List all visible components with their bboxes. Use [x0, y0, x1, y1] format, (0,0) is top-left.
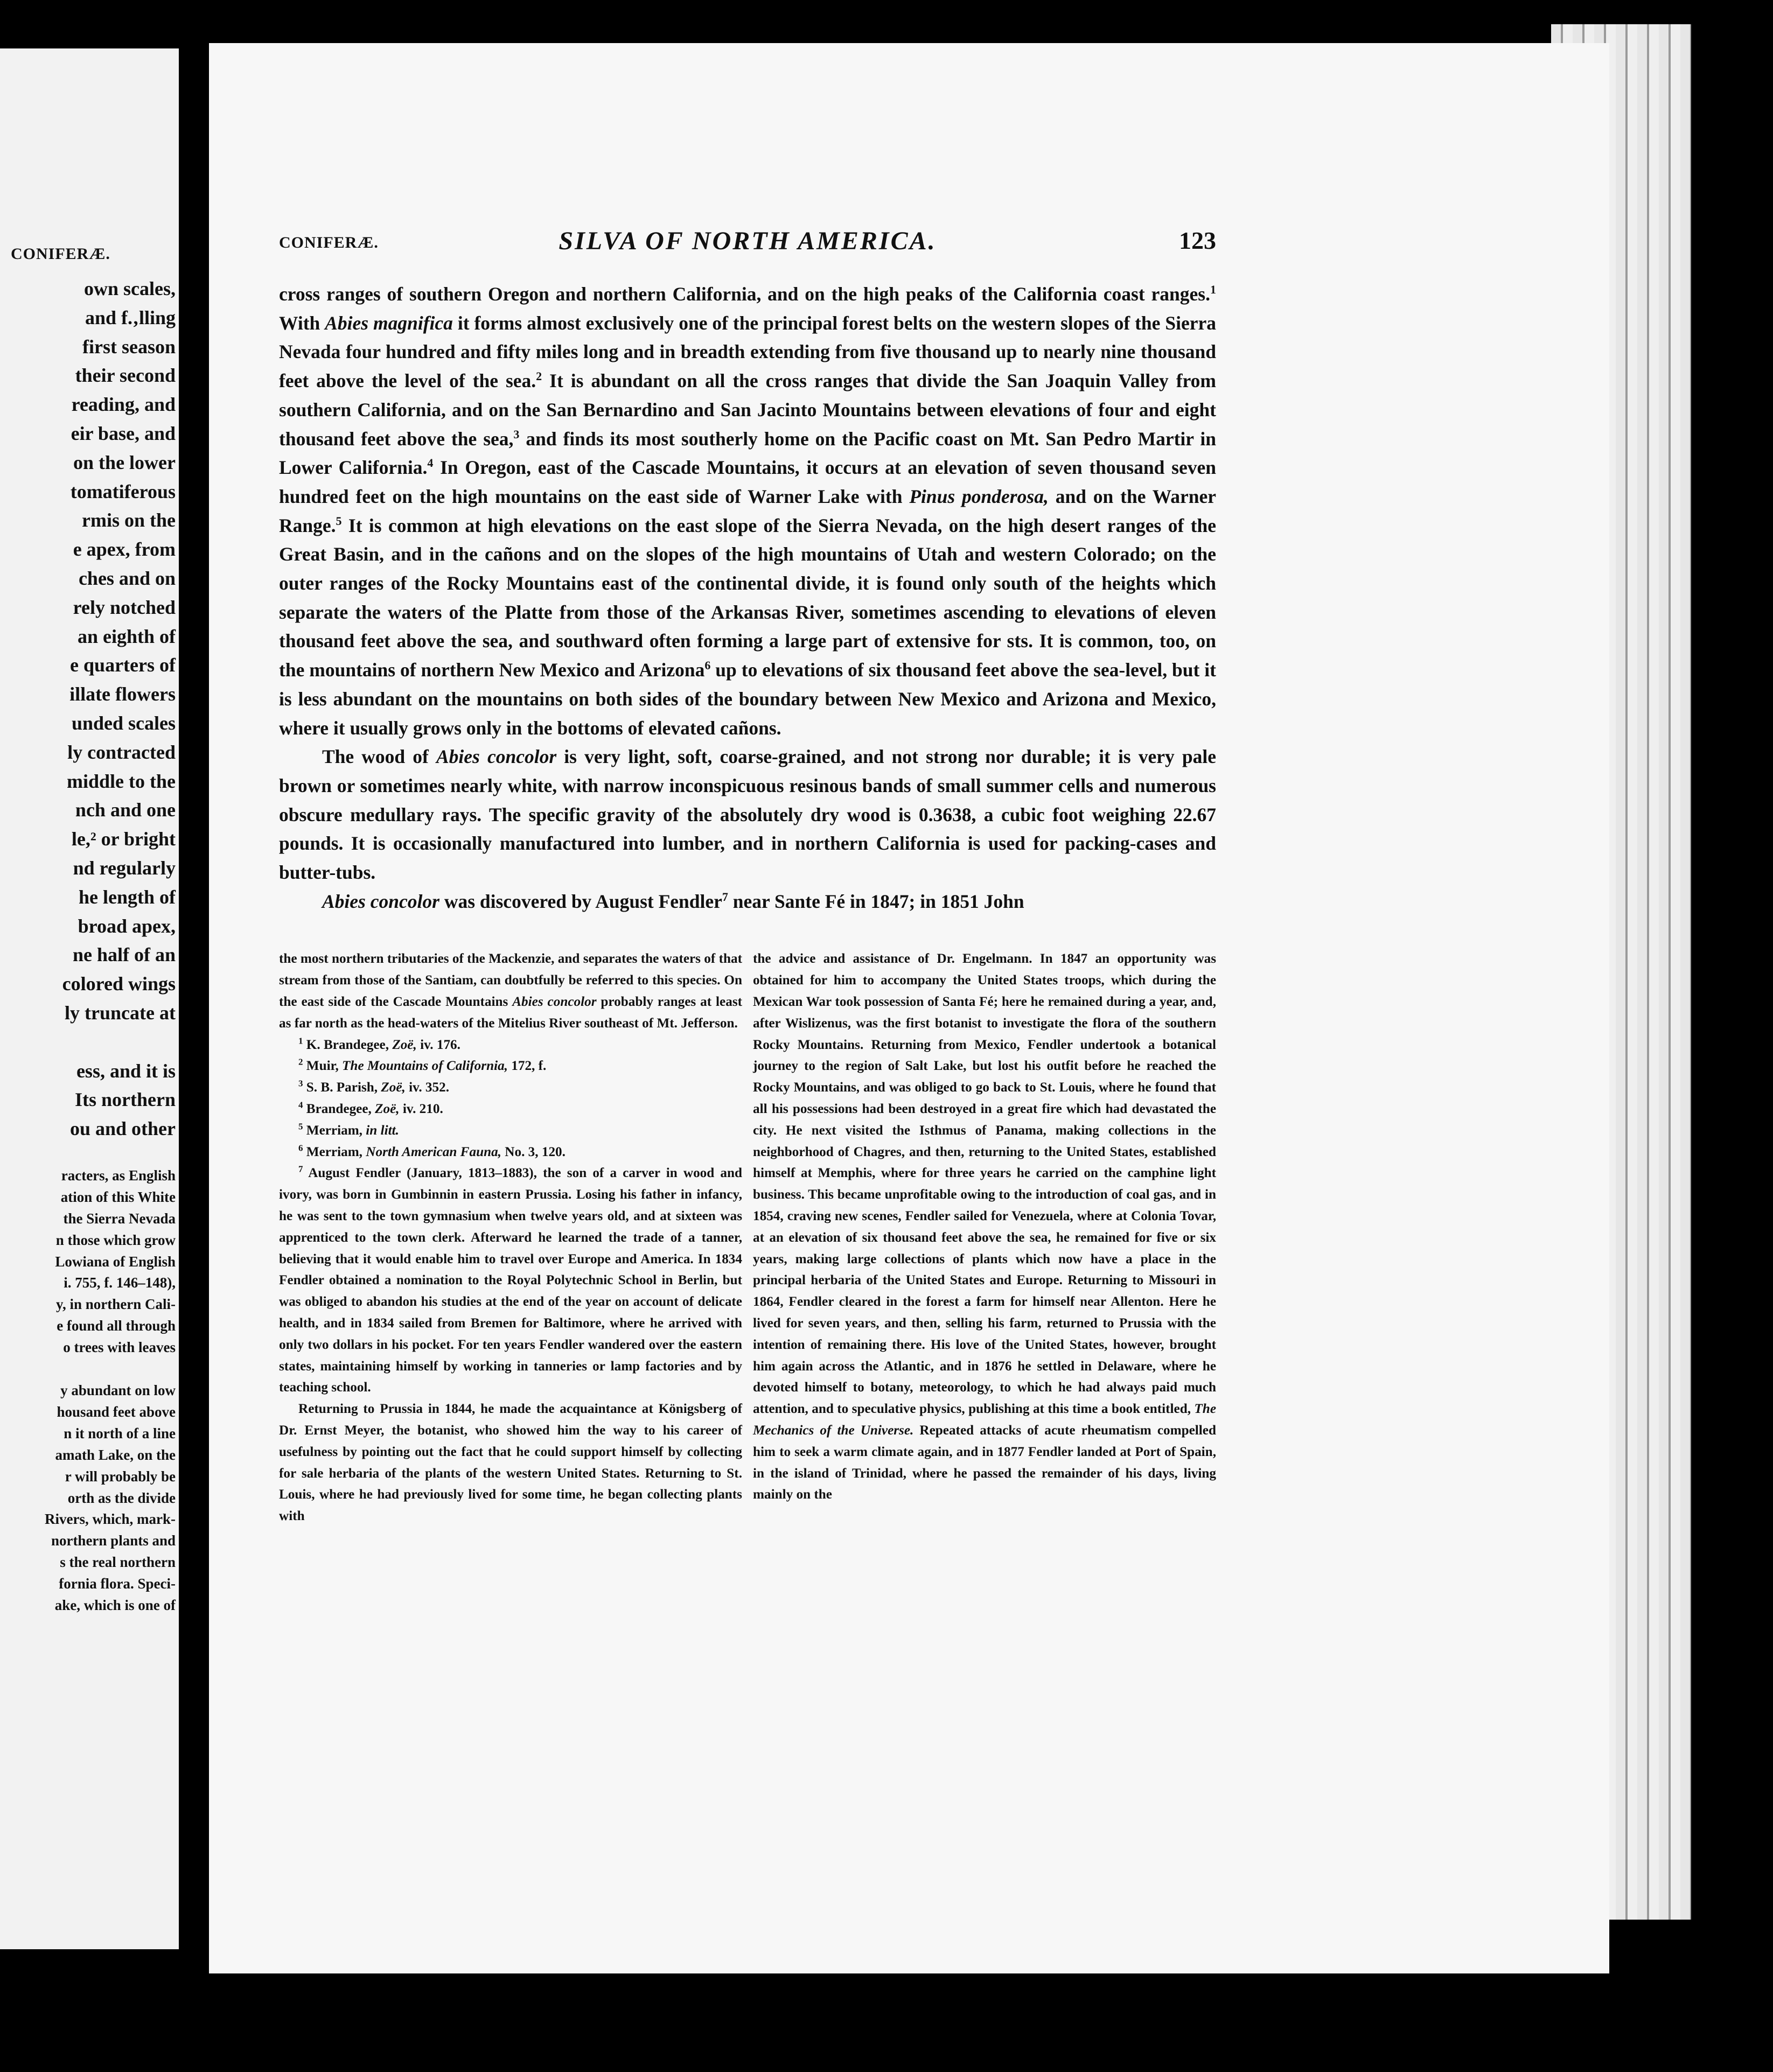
previous-page-footnote-line: n those which grow [55, 1231, 176, 1248]
previous-page-footnote-line: i. 755, f. 146–148), [64, 1275, 176, 1291]
previous-page-header: CONIFERÆ. [11, 245, 110, 263]
footnote-7: $^7$ August Fendler (January, 1813–1883), the son of a carver in wood and ivory, was born in Gumbinnin in eastern Prussia. Losing his father in infancy, he was sent to the town gymnasium when twelve years old, and at sixteen was apprenticed to the town clerk. Afterward he learned the trade of a tanner, believing that it would enable him to travel over Europe and America. In 1834 Fendler obtained a nomination to the Royal Polytechnic School in Berlin, but was obliged to abandon his studies at the end of the year on account of delicate health, and in 1834 sailed from Bremen for Baltimore, where he arrived with only two dollars in his pocket. For ten years Fendler wandered over the eastern states, maintaining himself by working in tanneries or lamp factories and by teaching school. [279, 1164, 742, 1395]
previous-page-body-line: own scales, [84, 278, 176, 299]
previous-page-footnote-line: orth as the divide [67, 1489, 176, 1506]
previous-page-body-line: ess, and it is [76, 1060, 176, 1082]
previous-page-body-line: ly contracted [67, 741, 176, 763]
previous-page-body-line: illate flowers [69, 683, 176, 705]
previous-page-body-line: rmis on the [82, 509, 176, 531]
footnote-2: $^2$ Muir, The Mountains of California, 172, f. [298, 1057, 547, 1074]
page-number: 123 [1179, 227, 1216, 254]
previous-page-footnote-line: r will probably be [65, 1468, 176, 1485]
footnote-3: $^3$ S. B. Parish, Zoë, iv. 352. [298, 1078, 449, 1095]
previous-page-body-line: their second [75, 365, 176, 387]
previous-page-footnote-line: the Sierra Nevada [63, 1210, 176, 1227]
footnote-6: $^6$ Merriam, North American Fauna, No. 3, 120. [298, 1143, 566, 1159]
previous-page-footnote-line [3, 1359, 176, 1380]
previous-page-footnote-line: racters, as English [61, 1167, 176, 1184]
previous-page-footnotes [3, 1165, 176, 1616]
previous-page-footnote-line: n it north of a line [64, 1425, 176, 1441]
previous-page-footnote-line: s the real northern [60, 1554, 176, 1571]
footnote-7-biography: the advice and assistance of Dr. Engelmann. In 1847 an opportunity was obtained for him to accompany the United States troops, which during the Mexican War took possession of Santa Fé; here he remained during a year, and, after Wislizenus, was the first botanist to investigate the flora of the southern Rocky Mountains. Returning from Mexico, Fendler undertook a botanical journey to the region of Salt Lake, but lost his outfit before he reached the Rocky Mountains, and was obliged to go back to St. Louis, where he found that all his possessions had been destroyed in a great fire which had devastated the city. He next visited the Isthmus of Panama, making collections in the neighborhood of Chagres, and then, returning to the United States, established himself at Memphis, where for three years he carried on the camphine light business. This became unprofitable owing to the introduction of coal gas, and in 1854, craving new scenes, Fendler sailed for Venezuela, where at Colonia Tovar, at an elevation of six thousand feet above the sea, he remained for five or six years, making large collections of plants which now have a place in the principal herbaria of the United States and Europe. Returning to Missouri in 1864, Fendler cleared in the forest a farm for himself near Allenton. Here he lived for seven years, and then, selling his farm, returned to Prussia with the intention of remaining there. His love of the United States, however, brought him again across the Atlantic, and in 1876 he settled in Delaware, where he devoted himself to botany, meteorology, to which he had always paid much attention, and to speculative physics, publishing at this time a book entitled, The Mechanics of the Universe. Repeated attacks of acute rheumatism compelled him to seek a warm climate again, and in 1877 Fendler landed at Port of Spain, in the island of Trinidad, where he passed the remainder of his days, living mainly on the [753, 951, 1216, 1502]
previous-page-body-line: rely notched [73, 596, 176, 618]
previous-page-body-line: first season [82, 335, 176, 358]
previous-page [0, 48, 179, 1949]
previous-page-body-line: on the lower [73, 451, 176, 473]
previous-page-footnote-line: Lowiana of English [55, 1253, 176, 1270]
previous-page-footnote-line: ake, which is one of [54, 1597, 176, 1614]
previous-page-body-line: ne half of an [72, 944, 176, 966]
previous-page-footnote-line: Rivers, which, mark- [45, 1511, 176, 1528]
previous-page-footnote-line: y, in northern Cali- [55, 1296, 176, 1313]
previous-page-footnote-line: y abundant on low [60, 1382, 176, 1398]
previous-page-body-line: Its northern [75, 1089, 176, 1111]
book-page [209, 43, 1609, 1973]
page-content [279, 226, 1216, 1527]
previous-page-footnote-line: fornia flora. Speci- [59, 1576, 176, 1592]
footnote-7-continued: Returning to Prussia in 1844, he made the acquaintance at Königsberg of Dr. Ernst Meyer, the botanist, who showed him the way to his career of usefulness by pointing out the fact that he could support himself by collecting for sale herbaria of the plants of the western United States. Returning to St. Louis, where he had previously lived for some time, he began collecting plants with [279, 1402, 742, 1524]
previous-page-body [3, 275, 176, 1144]
previous-page-footnote-line: amath Lake, on the [55, 1446, 176, 1463]
footnote-4: $^4$ Brandegee, Zoë, iv. 210. [298, 1100, 443, 1117]
previous-page-body-line: and f.‚lling [85, 306, 176, 328]
footnote-column-right [753, 948, 1216, 1527]
previous-page-footnote-line: housand feet above [57, 1403, 176, 1420]
previous-page-body-line: eir base, and [71, 422, 176, 444]
previous-page-body-line: le,² or bright [71, 828, 176, 850]
previous-page-body-line: colored wings [62, 973, 176, 995]
previous-page-footnote-line: o trees with leaves [63, 1339, 176, 1356]
previous-page-body-line: ly truncate at [65, 1002, 176, 1024]
previous-page-body-line: unded scales [71, 712, 176, 734]
paragraph-wood: The wood of Abies concolor is very light, soft, coarse-grained, and not strong nor durable; it is very pale brown or sometimes nearly white, with narrow inconspicuous resinous bands of small summer cells and numerous obscure medullary rays. The specific gravity of the absolutely dry wood is 0.3638, a cubic foot weighing 22.67 pounds. It is occasionally manufactured into lumber, and in northern California is used for packing-cases and butter-tubs. [279, 746, 1216, 884]
footnotes [279, 948, 1216, 1527]
previous-page-body-line: e quarters of [70, 654, 176, 676]
previous-page-footnote-line: e found all through [57, 1318, 176, 1334]
section-label: CONIFERÆ. [279, 234, 379, 251]
previous-page-footnote-line: northern plants and [51, 1532, 176, 1549]
previous-page-text [3, 275, 176, 1616]
footnote-1: $^1$ K. Brandegee, Zoë, iv. 176. [298, 1035, 460, 1052]
previous-page-body-line: ou and other [69, 1118, 176, 1140]
footnote-5: $^5$ Merriam, in litt. [298, 1121, 399, 1138]
footnote-continued: the most northern tributaries of the Mackenzie, and separates the waters of that stream from those of the Santiam, can doubtfully be referred to this species. On the east side of the Cascade Mountains Abies concolor probably ranges at least as far north as the head-waters of the Mitelius River southeast of Mt. Jefferson. [279, 951, 743, 1031]
previous-page-body-line [3, 1028, 176, 1057]
previous-page-body-line: tomatiferous [70, 480, 176, 502]
body-text [279, 280, 1216, 916]
previous-page-body-line: reading, and [71, 394, 176, 416]
paragraph-distribution: cross ranges of southern Oregon and northern California, and on the high peaks of the California coast ranges.$^1$ With Abies magnifica it forms almost exclusively one of the principal forest belts on the western slopes of the Sierra Nevada four hundred and fifty miles long and in breadth extending from five thousand up to nearly nine thousand feet above the level of the sea.$^2$ It is abundant on all the cross ranges that divide the San Joaquin Valley from southern California, and on the San Bernardino and San Jacinto Mountains between elevations of four and eight thousand feet above the sea,$^3$ and finds its most southerly home on the Pacific coast on Mt. San Pedro Martir in Lower California.$^4$ In Oregon, east of the Cascade Mountains, it occurs at an elevation of seven thousand seven hundred feet on the high mountains on the east side of Warner Lake with Pinus ponderosa, and on the Warner Range.$^5$ It is common at high elevations on the east slope of the Sierra Nevada, on the high desert ranges of the Great Basin, and in the cañons and on the slopes of the high mountains of Utah and western Colorado; on the outer ranges of the Rocky Mountains east of the continental divide, it is found only south of the heights which separate the waters of the Platte from those of the Arkansas River, sometimes ascending to elevations of eleven thousand feet above the sea, and southward often forming a large part of extensive for sts. It is common, too, on the mountains of northern New Mexico and Arizona$^6$ up to elevations of six thousand feet above the sea-level, but it is less abundant on the mountains on both sides of the boundary between New Mexico and Arizona and Mexico, where it usually grows only in the bottoms of elevated cañons. [279, 283, 1217, 739]
running-head [279, 226, 1216, 258]
previous-page-body-line: middle to the [67, 770, 176, 792]
previous-page-footnote-line: ation of this White [60, 1188, 176, 1205]
previous-page-body-line: broad apex, [78, 915, 176, 937]
footnote-column-left [279, 948, 742, 1527]
previous-page-body-line: ches and on [78, 567, 176, 589]
paragraph-discovery: Abies concolor was discovered by August Fendler$^7$ near Sante Fé in 1847; in 1851 John [322, 890, 1024, 912]
previous-page-body-line: nch and one [75, 799, 176, 821]
previous-page-body-line: an eighth of [77, 625, 176, 647]
book-title: SILVA OF NORTH AMERICA. [559, 227, 937, 255]
previous-page-body-line: nd regularly [73, 857, 176, 879]
previous-page-body-line: e apex, from [73, 538, 176, 561]
previous-page-body-line: he length of [79, 886, 176, 908]
